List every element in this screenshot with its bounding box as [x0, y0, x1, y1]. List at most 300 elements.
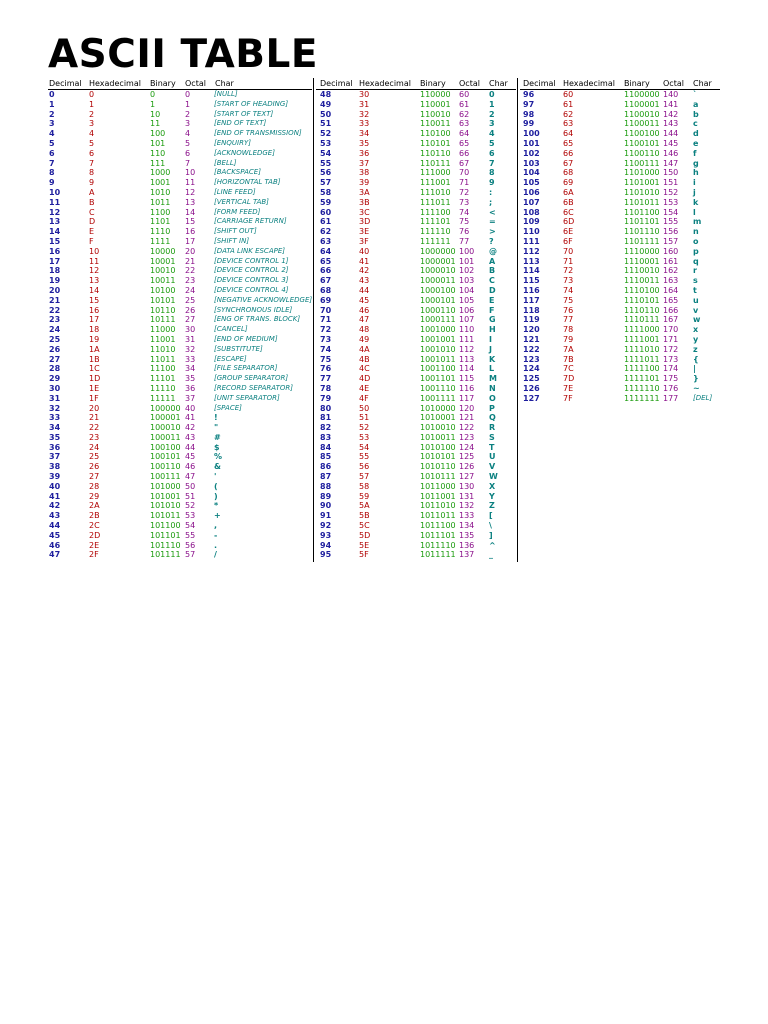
hexadecimal-cell: 3B [359, 197, 370, 207]
header-octal: Octal [185, 79, 206, 88]
hexadecimal-cell: 7F [563, 393, 573, 403]
char-cell: ` [693, 90, 697, 99]
decimal-cell: 107 [523, 197, 540, 207]
octal-cell: 165 [663, 295, 679, 305]
char-cell: i [693, 178, 696, 188]
char-cell: [END OF TEXT] [214, 119, 267, 128]
table-row [316, 325, 516, 335]
binary-cell: 110110 [420, 148, 451, 158]
char-cell: A [489, 256, 496, 266]
binary-cell: 1010 [150, 187, 171, 197]
decimal-cell: 86 [320, 462, 332, 472]
table-row [48, 315, 312, 325]
decimal-cell: 10 [49, 187, 61, 197]
octal-cell: 67 [459, 158, 470, 168]
table-row [48, 306, 312, 316]
char-cell: * [214, 501, 219, 511]
table-row [48, 90, 312, 100]
decimal-cell: 12 [49, 207, 61, 217]
char-cell: E [489, 295, 495, 305]
table-row [48, 394, 312, 404]
binary-cell: 100 [150, 129, 166, 139]
binary-cell: 10100 [150, 285, 176, 295]
decimal-cell: 61 [320, 217, 332, 227]
octal-cell: 53 [185, 511, 196, 521]
char-cell: _ [489, 550, 493, 560]
hexadecimal-cell: 76 [563, 305, 574, 315]
decimal-cell: 51 [320, 119, 332, 129]
decimal-cell: 114 [523, 266, 540, 276]
binary-cell: 11010 [150, 344, 176, 354]
char-cell: T [489, 442, 495, 452]
char-cell: [CANCEL] [214, 325, 248, 334]
header-char: Char [215, 79, 234, 88]
binary-cell: 101100 [150, 521, 181, 531]
table-row [316, 541, 516, 551]
binary-cell: 11001 [150, 334, 176, 344]
table-row [316, 404, 516, 414]
decimal-cell: 25 [49, 334, 61, 344]
octal-cell: 132 [459, 501, 475, 511]
hexadecimal-cell: 39 [359, 178, 370, 188]
hexadecimal-cell: 6B [563, 197, 574, 207]
octal-cell: 17 [185, 236, 196, 246]
table-row [316, 501, 516, 511]
table-row [48, 452, 312, 462]
octal-cell: 46 [185, 462, 196, 472]
table-row [316, 296, 516, 306]
binary-cell: 1011101 [420, 530, 456, 540]
table-row [520, 159, 720, 169]
table-row [316, 521, 516, 531]
table-body [520, 90, 720, 404]
octal-cell: 2 [185, 109, 191, 119]
octal-cell: 0 [185, 90, 191, 99]
decimal-cell: 122 [523, 344, 540, 354]
table-row [316, 335, 516, 345]
table-row [48, 492, 312, 502]
decimal-cell: 127 [523, 393, 540, 403]
char-cell: = [489, 217, 496, 227]
octal-cell: 161 [663, 256, 679, 266]
char-cell: > [489, 227, 496, 237]
header-hexadecimal: Hexadecimal [359, 79, 411, 88]
table-row [316, 433, 516, 443]
octal-cell: 144 [663, 129, 679, 139]
page-title: ASCII TABLE [48, 32, 318, 77]
hexadecimal-cell: 8 [89, 168, 95, 178]
hexadecimal-cell: 3E [359, 227, 370, 237]
char-cell: [ESCAPE] [214, 354, 247, 363]
hexadecimal-cell: 2F [89, 550, 99, 560]
octal-cell: 40 [185, 403, 196, 413]
decimal-cell: 81 [320, 413, 332, 423]
decimal-cell: 15 [49, 236, 61, 246]
hexadecimal-cell: 57 [359, 472, 370, 482]
char-cell: l [693, 207, 696, 217]
char-cell: n [693, 227, 699, 237]
decimal-cell: 104 [523, 168, 540, 178]
decimal-cell: 66 [320, 266, 332, 276]
decimal-cell: 118 [523, 305, 540, 315]
header-octal: Octal [663, 79, 684, 88]
table-row [48, 404, 312, 414]
binary-cell: 1011111 [420, 550, 456, 560]
octal-cell: 137 [459, 550, 475, 560]
decimal-cell: 95 [320, 550, 332, 560]
decimal-cell: 44 [49, 521, 61, 531]
char-cell: $ [214, 442, 220, 452]
header-decimal: Decimal [320, 79, 353, 88]
table-row [48, 550, 312, 560]
char-cell: 6 [489, 148, 495, 158]
binary-cell: 1101111 [624, 236, 660, 246]
hexadecimal-cell: 71 [563, 256, 574, 266]
binary-cell: 1000101 [420, 295, 456, 305]
table-row [520, 110, 720, 120]
octal-cell: 75 [459, 217, 470, 227]
binary-cell: 100011 [150, 432, 181, 442]
table-row [316, 452, 516, 462]
binary-cell: 1001101 [420, 374, 456, 384]
header-binary: Binary [150, 79, 176, 88]
char-cell: O [489, 393, 496, 403]
octal-cell: 35 [185, 374, 196, 384]
hexadecimal-cell: F [89, 236, 94, 246]
binary-cell: 1110100 [624, 285, 660, 295]
char-cell: [START OF HEADING] [214, 99, 289, 108]
decimal-cell: 83 [320, 432, 332, 442]
decimal-cell: 11 [49, 197, 61, 207]
table-row [48, 531, 312, 541]
decimal-cell: 34 [49, 423, 61, 433]
table-row [48, 384, 312, 394]
octal-cell: 114 [459, 364, 475, 374]
table-row [316, 550, 516, 560]
decimal-cell: 19 [49, 276, 61, 286]
decimal-cell: 69 [320, 295, 332, 305]
octal-cell: 106 [459, 305, 475, 315]
table-row [316, 159, 516, 169]
decimal-cell: 126 [523, 383, 540, 393]
table-row [520, 90, 720, 100]
table-row [48, 345, 312, 355]
binary-cell: 1011011 [420, 511, 456, 521]
octal-cell: 120 [459, 403, 475, 413]
hexadecimal-cell: 2 [89, 109, 95, 119]
hexadecimal-cell: 2E [89, 540, 100, 550]
hexadecimal-cell: 30 [359, 90, 370, 99]
binary-cell: 1100010 [624, 109, 660, 119]
binary-cell: 110100 [420, 129, 451, 139]
hexadecimal-cell: 46 [359, 305, 370, 315]
char-cell: S [489, 432, 495, 442]
hexadecimal-cell: 7C [563, 364, 574, 374]
char-cell: J [489, 344, 492, 354]
decimal-cell: 49 [320, 99, 332, 109]
table-row [520, 394, 720, 404]
hexadecimal-cell: 68 [563, 168, 574, 178]
ascii-table-section-2 [316, 78, 516, 560]
table-row [520, 325, 720, 335]
decimal-cell: 14 [49, 227, 61, 237]
char-cell: , [214, 521, 218, 531]
table-row [48, 335, 312, 345]
binary-cell: 110011 [420, 119, 451, 129]
decimal-cell: 13 [49, 217, 61, 227]
decimal-cell: 119 [523, 315, 540, 325]
hexadecimal-cell: 4A [359, 344, 370, 354]
octal-cell: 124 [459, 442, 475, 452]
hexadecimal-cell: 47 [359, 315, 370, 325]
binary-cell: 1111000 [624, 325, 660, 335]
table-row [48, 364, 312, 374]
table-row [48, 198, 312, 208]
hexadecimal-cell: 67 [563, 158, 574, 168]
octal-cell: 14 [185, 207, 196, 217]
octal-cell: 24 [185, 285, 196, 295]
char-cell: W [489, 472, 498, 482]
binary-cell: 110101 [420, 138, 451, 148]
header-char: Char [693, 79, 712, 88]
octal-cell: 45 [185, 452, 196, 462]
table-row [520, 355, 720, 365]
octal-cell: 175 [663, 374, 679, 384]
hexadecimal-cell: 5 [89, 138, 95, 148]
char-cell: R [489, 423, 496, 433]
char-cell: w [693, 315, 701, 325]
hexadecimal-cell: 1A [89, 344, 100, 354]
char-cell: { [693, 354, 699, 364]
decimal-cell: 113 [523, 256, 540, 266]
decimal-cell: 31 [49, 393, 61, 403]
binary-cell: 10000 [150, 246, 176, 256]
octal-cell: 135 [459, 530, 475, 540]
hexadecimal-cell: 7D [563, 374, 575, 384]
char-cell: Z [489, 501, 495, 511]
decimal-cell: 35 [49, 432, 61, 442]
char-cell: < [489, 207, 496, 217]
char-cell: 4 [489, 129, 495, 139]
char-cell: [UNIT SEPARATOR] [214, 393, 280, 402]
binary-cell: 111011 [420, 197, 451, 207]
binary-cell: 1101011 [624, 197, 660, 207]
table-row [48, 110, 312, 120]
decimal-cell: 37 [49, 452, 61, 462]
hexadecimal-cell: 4D [359, 374, 371, 384]
ascii-table-section-3 [520, 78, 720, 404]
char-cell: [DEL] [693, 393, 713, 402]
hexadecimal-cell: 50 [359, 403, 370, 413]
octal-cell: 102 [459, 266, 475, 276]
char-cell: [GROUP SEPARATOR] [214, 374, 289, 383]
decimal-cell: 72 [320, 325, 332, 335]
octal-cell: 26 [185, 305, 196, 315]
binary-cell: 111111 [420, 236, 451, 246]
hexadecimal-cell: 6E [563, 227, 574, 237]
binary-cell: 1110101 [624, 295, 660, 305]
decimal-cell: 29 [49, 374, 61, 384]
char-cell: b [693, 109, 699, 119]
octal-cell: 74 [459, 207, 470, 217]
table-row [316, 227, 516, 237]
decimal-cell: 92 [320, 521, 332, 531]
decimal-cell: 16 [49, 246, 61, 256]
decimal-cell: 84 [320, 442, 332, 452]
decimal-cell: 103 [523, 158, 540, 168]
table-row [48, 355, 312, 365]
binary-cell: 100010 [150, 423, 181, 433]
table-row [48, 237, 312, 247]
hexadecimal-cell: 59 [359, 491, 370, 501]
binary-cell: 1100011 [624, 119, 660, 129]
binary-cell: 110111 [420, 158, 451, 168]
hexadecimal-cell: 3 [89, 119, 95, 129]
table-row [316, 168, 516, 178]
hexadecimal-cell: 77 [563, 315, 574, 325]
table-row [48, 119, 312, 129]
binary-cell: 1111110 [624, 383, 660, 393]
table-row [316, 90, 516, 100]
binary-cell: 101111 [150, 550, 181, 560]
binary-cell: 1000011 [420, 276, 456, 286]
hexadecimal-cell: 17 [89, 315, 100, 325]
decimal-cell: 38 [49, 462, 61, 472]
octal-cell: 43 [185, 432, 196, 442]
binary-cell: 1001001 [420, 334, 456, 344]
hexadecimal-cell: 1B [89, 354, 100, 364]
hexadecimal-cell: 51 [359, 413, 370, 423]
table-row [520, 257, 720, 267]
decimal-cell: 82 [320, 423, 332, 433]
table-row [48, 178, 312, 188]
char-cell: F [489, 305, 495, 315]
decimal-cell: 70 [320, 305, 332, 315]
char-cell: [RECORD SEPARATOR] [214, 383, 293, 392]
table-row [48, 541, 312, 551]
hexadecimal-cell: 18 [89, 325, 100, 335]
binary-cell: 1100 [150, 207, 171, 217]
octal-cell: 42 [185, 423, 196, 433]
char-cell: & [214, 462, 221, 472]
octal-cell: 111 [459, 334, 475, 344]
hexadecimal-cell: 53 [359, 432, 370, 442]
decimal-cell: 52 [320, 129, 332, 139]
decimal-cell: 8 [49, 168, 55, 178]
octal-cell: 41 [185, 413, 196, 423]
binary-cell: 1101001 [624, 178, 660, 188]
decimal-cell: 43 [49, 511, 61, 521]
table-header [48, 78, 312, 90]
hexadecimal-cell: 14 [89, 285, 100, 295]
hexadecimal-cell: 74 [563, 285, 574, 295]
binary-cell: 1100000 [624, 90, 660, 99]
octal-cell: 23 [185, 276, 196, 286]
octal-cell: 173 [663, 354, 679, 364]
char-cell: [ACKNOWLEDGE] [214, 148, 275, 157]
char-cell: [ENG OF TRANS. BLOCK] [214, 315, 301, 324]
decimal-cell: 54 [320, 148, 332, 158]
decimal-cell: 57 [320, 178, 332, 188]
char-cell: [FORM FEED] [214, 207, 261, 216]
decimal-cell: 94 [320, 540, 332, 550]
char-cell: [BACKSPACE] [214, 168, 261, 177]
decimal-cell: 87 [320, 472, 332, 482]
binary-cell: 1010000 [420, 403, 456, 413]
decimal-cell: 3 [49, 119, 55, 129]
octal-cell: 122 [459, 423, 475, 433]
octal-cell: 72 [459, 187, 470, 197]
binary-cell: 0 [150, 90, 156, 99]
binary-cell: 111110 [420, 227, 451, 237]
char-cell: t [693, 285, 697, 295]
char-cell: ) [214, 491, 218, 501]
decimal-cell: 24 [49, 325, 61, 335]
table-row [316, 139, 516, 149]
octal-cell: 134 [459, 521, 475, 531]
binary-cell: 1110111 [624, 315, 660, 325]
table-row [48, 325, 312, 335]
hexadecimal-cell: 56 [359, 462, 370, 472]
octal-cell: 141 [663, 99, 679, 109]
hexadecimal-cell: 3C [359, 207, 370, 217]
octal-cell: 121 [459, 413, 475, 423]
char-cell: r [693, 266, 697, 276]
hexadecimal-cell: 7B [563, 354, 574, 364]
hexadecimal-cell: 3D [359, 217, 371, 227]
char-cell: U [489, 452, 496, 462]
char-cell: m [693, 217, 702, 227]
hexadecimal-cell: 3A [359, 187, 370, 197]
binary-cell: 1001 [150, 178, 171, 188]
table-row [316, 129, 516, 139]
table-row [48, 276, 312, 286]
table-row [316, 423, 516, 433]
hexadecimal-cell: 29 [89, 491, 100, 501]
column-divider [517, 78, 518, 562]
binary-cell: 100111 [150, 472, 181, 482]
decimal-cell: 123 [523, 354, 540, 364]
char-cell: : [489, 187, 493, 197]
table-row [520, 315, 720, 325]
octal-cell: 167 [663, 315, 679, 325]
char-cell: q [693, 256, 699, 266]
binary-cell: 100110 [150, 462, 181, 472]
decimal-cell: 75 [320, 354, 332, 364]
table-header [520, 78, 720, 90]
binary-cell: 1101110 [624, 227, 660, 237]
hexadecimal-cell: D [89, 217, 96, 227]
hexadecimal-cell: 75 [563, 295, 574, 305]
table-row [316, 384, 516, 394]
hexadecimal-cell: 4 [89, 129, 95, 139]
table-row [316, 178, 516, 188]
table-row [520, 296, 720, 306]
binary-cell: 1000100 [420, 285, 456, 295]
decimal-cell: 63 [320, 236, 332, 246]
char-cell: [DEVICE CONTROL 1] [214, 256, 289, 265]
hexadecimal-cell: 4F [359, 393, 369, 403]
char-cell: M [489, 374, 497, 384]
char-cell: ; [489, 197, 493, 207]
decimal-cell: 17 [49, 256, 61, 266]
table-row [520, 335, 720, 345]
binary-cell: 1010111 [420, 472, 456, 482]
binary-cell: 1100110 [624, 148, 660, 158]
table-row [316, 492, 516, 502]
hexadecimal-cell: 6C [563, 207, 574, 217]
header-binary: Binary [420, 79, 446, 88]
